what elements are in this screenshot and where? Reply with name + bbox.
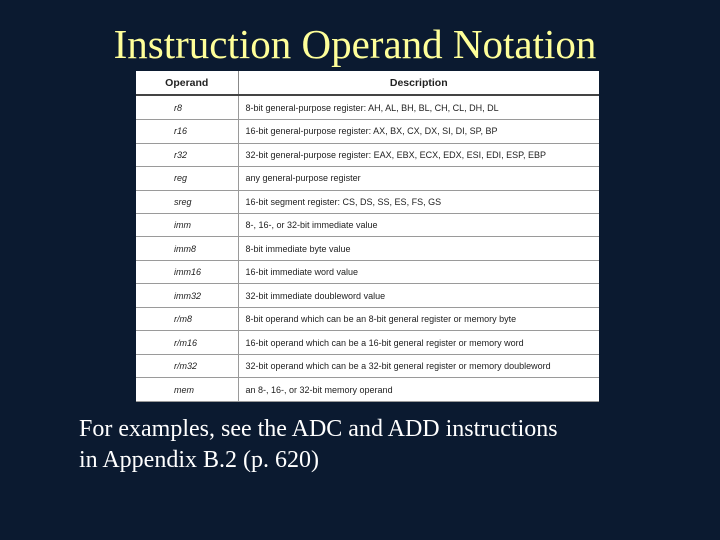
description-cell: 16-bit immediate word value [238, 260, 599, 283]
table-row [136, 307, 599, 330]
operand-table [136, 71, 599, 402]
operand-cell: r/m8 [136, 307, 238, 330]
table-row [136, 167, 599, 190]
table-row [136, 120, 599, 143]
slide-title: Instruction Operand Notation [113, 21, 597, 67]
table-row [136, 354, 599, 377]
footer-line-2: in Appendix B.2 (p. 620) [79, 447, 319, 473]
table-row [136, 214, 599, 237]
table-row [136, 284, 599, 307]
description-cell: 8-bit general-purpose register: AH, AL, BH, BL, CH, CL, DH, DL [238, 95, 599, 120]
operand-cell: r8 [136, 95, 238, 120]
operand-cell: reg [136, 167, 238, 190]
table-header-row [136, 71, 599, 95]
operand-table-image [136, 71, 599, 402]
operand-cell: imm32 [136, 284, 238, 307]
operand-cell: sreg [136, 190, 238, 213]
description-cell: 16-bit segment register: CS, DS, SS, ES, FS, GS [238, 190, 599, 213]
description-cell: 16-bit operand which can be a 16-bit general register or memory word [238, 331, 599, 354]
table-row [136, 260, 599, 283]
operand-cell: imm16 [136, 260, 238, 283]
operand-cell: r32 [136, 143, 238, 166]
footer-line-1: For examples, see the ADC and ADD instructions [79, 416, 558, 442]
description-cell: 32-bit immediate doubleword value [238, 284, 599, 307]
table-row [136, 95, 599, 120]
footer-note [79, 414, 699, 476]
operand-cell: imm [136, 214, 238, 237]
table-row [136, 237, 599, 260]
description-cell: 32-bit operand which can be a 32-bit general register or memory doubleword [238, 354, 599, 377]
table-row [136, 331, 599, 354]
description-cell: 32-bit general-purpose register: EAX, EBX, ECX, EDX, ESI, EDI, ESP, EBP [238, 143, 599, 166]
description-cell: 16-bit general-purpose register: AX, BX, CX, DX, SI, DI, SP, BP [238, 120, 599, 143]
column-header-operand: Operand [136, 71, 238, 95]
operand-cell: mem [136, 378, 238, 402]
operand-cell: r/m32 [136, 354, 238, 377]
description-cell: an 8-, 16-, or 32-bit memory operand [238, 378, 599, 402]
operand-cell: r/m16 [136, 331, 238, 354]
table-row [136, 378, 599, 402]
table-row [136, 190, 599, 213]
operand-cell: imm8 [136, 237, 238, 260]
column-header-description: Description [238, 71, 599, 95]
description-cell: any general-purpose register [238, 167, 599, 190]
description-cell: 8-bit immediate byte value [238, 237, 599, 260]
operand-cell: r16 [136, 120, 238, 143]
description-cell: 8-, 16-, or 32-bit immediate value [238, 214, 599, 237]
description-cell: 8-bit operand which can be an 8-bit general register or memory byte [238, 307, 599, 330]
table-row [136, 143, 599, 166]
